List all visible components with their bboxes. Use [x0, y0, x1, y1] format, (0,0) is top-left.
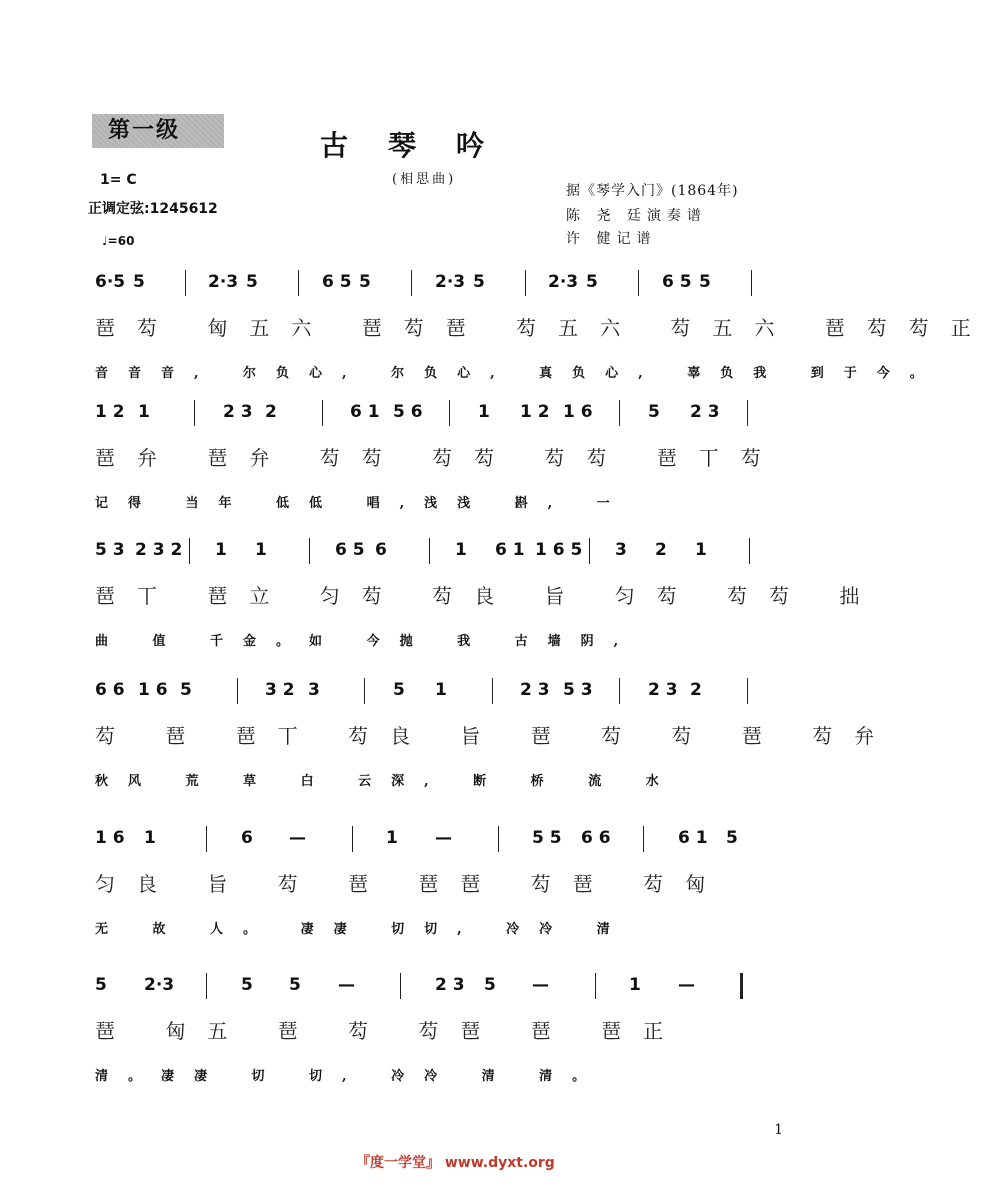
note: 5 — [95, 975, 107, 995]
note: 5 — [726, 828, 738, 848]
note: 6 1 — [350, 402, 380, 422]
note: 6 6 — [95, 680, 125, 700]
tuning: 正调定弦:1245612 — [88, 201, 218, 217]
note: 5 5 — [532, 828, 562, 848]
tablature-line: 匀良 旨 芶 琶 琶琶 芶琶 芶匈 — [95, 872, 728, 896]
note: 5 — [586, 272, 598, 292]
barline — [206, 826, 207, 852]
barline — [747, 400, 748, 426]
note: 1 — [435, 680, 447, 700]
note: 1 2 — [520, 402, 550, 422]
note: 2 3 — [435, 975, 465, 995]
barline — [189, 538, 190, 564]
barline — [298, 270, 299, 296]
note: 2 3 2 — [135, 540, 183, 560]
note: 1 2 — [95, 402, 125, 422]
note: 5 — [648, 402, 660, 422]
note: 2 3 — [690, 402, 720, 422]
notation-line — [95, 520, 785, 580]
note: 5 — [473, 272, 485, 292]
lyric-line: 清。凄凄 切 切, 冷冷 清 清。 — [95, 1069, 606, 1084]
barline — [498, 826, 499, 852]
barline — [309, 538, 310, 564]
barline — [740, 973, 743, 999]
note: 1 6 — [95, 828, 125, 848]
notation-line — [95, 955, 785, 1015]
note: 1 — [455, 540, 467, 560]
note: 2·3 — [144, 975, 175, 995]
note: 6 5 — [335, 540, 365, 560]
note: — — [338, 975, 355, 995]
source-credit: 据《琴学入门》(1864年) — [566, 183, 739, 199]
note: 3 — [615, 540, 627, 560]
note: 5 — [133, 272, 145, 292]
barline — [749, 538, 750, 564]
notation-line — [95, 382, 785, 442]
note: 5 — [393, 680, 405, 700]
note: 2·3 — [548, 272, 579, 292]
barline — [619, 400, 620, 426]
page-title: 古琴吟 — [320, 129, 525, 162]
note: 5 — [359, 272, 371, 292]
barline — [400, 973, 401, 999]
note: 1 — [215, 540, 227, 560]
notation-line — [95, 660, 785, 720]
lyric-line: 音音音, 尔负心, 尔负心, 真负心, 辜负我 到于今。 — [95, 366, 943, 381]
barline — [237, 678, 238, 704]
barline — [643, 826, 644, 852]
note: 6 1 — [678, 828, 708, 848]
note: 1 — [144, 828, 156, 848]
note: 6 5 — [322, 272, 352, 292]
tablature-line: 琶 匈五 琶 芶 芶琶 琶 琶正 — [95, 1019, 686, 1043]
lyric-line: 秋风 荒 草 白 云深, 断 桥 流 水 — [95, 774, 679, 789]
note: 5 — [289, 975, 301, 995]
barline — [364, 678, 365, 704]
barline — [747, 678, 748, 704]
note: 1 — [255, 540, 267, 560]
note: 5 — [484, 975, 496, 995]
note: 5 — [241, 975, 253, 995]
tempo: ♩=60 — [102, 234, 135, 248]
note: 5 3 — [563, 680, 593, 700]
note: — — [289, 828, 306, 848]
note: 6 5 — [662, 272, 692, 292]
barline — [619, 678, 620, 704]
note: 6 1 — [495, 540, 525, 560]
note: 2 3 — [223, 402, 253, 422]
lyric-line: 无 故 人。 凄凄 切切, 冷冷 清 — [95, 922, 630, 937]
barline — [589, 538, 590, 564]
note: 5 — [180, 680, 192, 700]
barline — [352, 826, 353, 852]
note: 2 — [655, 540, 667, 560]
subtitle: (相思曲) — [392, 172, 457, 187]
note: 6 — [241, 828, 253, 848]
note: 5 6 — [393, 402, 423, 422]
notation-line — [95, 252, 785, 312]
key-signature: 1= C — [100, 172, 137, 188]
note: 1 — [695, 540, 707, 560]
note: 1 6 — [563, 402, 593, 422]
note: 2 — [690, 680, 702, 700]
note: 1 — [478, 402, 490, 422]
barline — [638, 270, 639, 296]
note: 2·3 — [208, 272, 239, 292]
note: 1 — [629, 975, 641, 995]
note: 3 — [308, 680, 320, 700]
barline — [492, 678, 493, 704]
barline — [525, 270, 526, 296]
note: 5 — [246, 272, 258, 292]
note: 2 3 — [648, 680, 678, 700]
note: 6 6 — [581, 828, 611, 848]
lyric-line: 曲 值 千金。如 今抛 我 古墙阴, — [95, 634, 639, 649]
grade-label: 第一级 — [92, 114, 224, 148]
note: 3 2 — [265, 680, 295, 700]
note: — — [678, 975, 695, 995]
lyric-line: 记得 当年 低低 唱,浅浅 斟, 一 — [95, 496, 630, 511]
note: 2·3 — [435, 272, 466, 292]
note: 1 — [386, 828, 398, 848]
barline — [411, 270, 412, 296]
barline — [206, 973, 207, 999]
note: 5 3 — [95, 540, 125, 560]
tablature-line: 琶芶 匈五六 琶芶琶 芶五六 芶五六 琶芶芶正 — [95, 316, 993, 340]
barline — [449, 400, 450, 426]
barline — [751, 270, 752, 296]
barline — [322, 400, 323, 426]
note: 2 3 — [520, 680, 550, 700]
tablature-line: 琶丅 琶立 匀芶 芶良 旨 匀芶 芶芶 拙 — [95, 584, 882, 608]
note: — — [435, 828, 452, 848]
barline — [194, 400, 195, 426]
tablature-line: 琶弁 琶弁 芶芶 芶芶 芶芶 琶丅芶 — [95, 446, 783, 470]
player-credit: 陈 尧 廷演奏谱 — [566, 208, 707, 224]
recorder-credit: 许 健记谱 — [566, 231, 657, 247]
notation-line — [95, 808, 785, 868]
barline — [595, 973, 596, 999]
note: 6 — [375, 540, 387, 560]
note: 5 — [699, 272, 711, 292]
tablature-line: 芶 琶 琶丅 芶良 旨 琶 芶 芶 琶 芶弁 — [95, 724, 897, 748]
note: 1 6 5 — [535, 540, 583, 560]
note: 6·5 — [95, 272, 126, 292]
note: 1 — [138, 402, 150, 422]
page-number: 1 — [774, 1122, 783, 1138]
note: — — [532, 975, 549, 995]
note: 1 6 — [138, 680, 168, 700]
barline — [429, 538, 430, 564]
barline — [185, 270, 186, 296]
watermark-footer: 『度一学堂』 www.dyxt.org — [356, 1155, 555, 1171]
note: 2 — [265, 402, 277, 422]
